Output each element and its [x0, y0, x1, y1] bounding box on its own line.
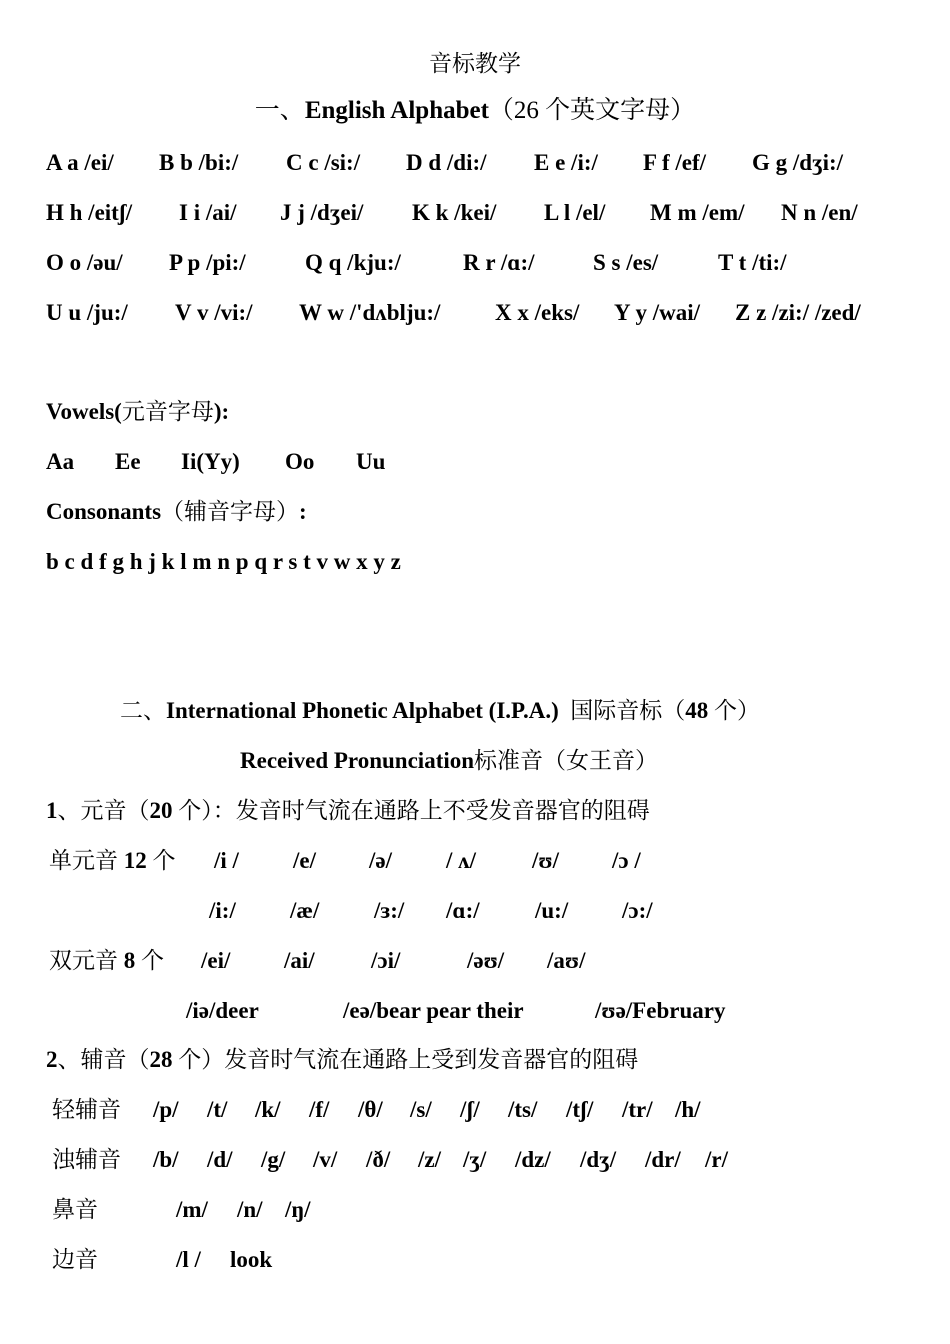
alphabet-cell: H h /eitʃ/ — [46, 200, 133, 225]
ipa-symbol: /r/ — [705, 1147, 728, 1172]
alphabet-cell: N n /en/ — [781, 200, 858, 225]
ipa-symbol: /ɔ / — [612, 848, 641, 873]
ipa-symbol: /dʒ/ — [580, 1147, 617, 1172]
consonants-label-cn: （辅音字母） — [161, 499, 300, 524]
section2-heading-cn-end: 个） — [708, 698, 760, 723]
ipa-symbol: /l / — [176, 1247, 201, 1272]
ipa-symbol: /ɔ:/ — [622, 898, 653, 923]
consonants-label-end: : — [299, 499, 307, 524]
alphabet-cell: X x /eks/ — [495, 300, 580, 325]
lateral-label: 边音 — [52, 1247, 98, 1272]
diphthong-label-text: 双元音 — [49, 948, 118, 973]
alphabet-cell: W w /'dʌblju:/ — [299, 300, 441, 325]
consonant-title-num: 2 — [46, 1047, 58, 1072]
alphabet-cell: B b /bi:/ — [159, 150, 239, 175]
alphabet-cell: O o /əu/ — [46, 250, 123, 275]
ipa-symbol: /æ/ — [290, 898, 320, 923]
ipa-symbol: /u:/ — [535, 898, 569, 923]
consonant-section-title — [46, 1046, 638, 1074]
alphabet-cell: P p /pi:/ — [169, 250, 246, 275]
vowel-title-count: 20 — [149, 798, 173, 823]
rp-en: Received Pronunciation — [240, 748, 475, 773]
consonant-title-a: 、辅音（ — [57, 1047, 150, 1072]
alphabet-cell: K k /kei/ — [412, 200, 497, 225]
monophthong-ge: 个 — [152, 848, 176, 873]
diphthong-example: /ʊə/February — [595, 998, 726, 1023]
ipa-symbol: /s/ — [410, 1097, 432, 1122]
monophthong-label — [49, 847, 176, 875]
ipa-symbol: /n/ — [237, 1197, 263, 1222]
monophthong-count: 12 — [123, 848, 147, 873]
consonant-title-count: 28 — [149, 1047, 173, 1072]
ipa-symbol: /dz/ — [515, 1147, 551, 1172]
ipa-symbol: /k/ — [255, 1097, 281, 1122]
ipa-symbol: /ɑ:/ — [446, 898, 480, 923]
ipa-symbol: /ŋ/ — [285, 1197, 311, 1222]
alphabet-cell: C c /si:/ — [286, 150, 361, 175]
alphabet-cell: J j /dʒei/ — [280, 200, 364, 225]
vowel-letter: Uu — [356, 449, 386, 474]
ipa-symbol: /tr/ — [622, 1097, 653, 1122]
alphabet-cell: U u /ju:/ — [46, 300, 128, 325]
vowel-title-num: 1 — [46, 798, 58, 823]
received-pronunciation — [240, 747, 658, 775]
ipa-symbol: /b/ — [153, 1147, 179, 1172]
section2-heading — [120, 697, 760, 725]
ipa-symbol: /ei/ — [201, 948, 231, 973]
alphabet-cell: I i /ai/ — [179, 200, 237, 225]
vowels-label-cn: 元音字母 — [121, 399, 214, 424]
alphabet-cell: E e /i:/ — [534, 150, 598, 175]
section2-heading-en: International Phonetic Alphabet (I.P.A.) — [166, 698, 559, 723]
ipa-symbol: /θ/ — [358, 1097, 383, 1122]
rp-cn: 标准音（女王音） — [474, 748, 659, 773]
alphabet-cell: V v /vi:/ — [175, 300, 253, 325]
ipa-symbol: /f/ — [309, 1097, 330, 1122]
ipa-symbol: /v/ — [313, 1147, 338, 1172]
alphabet-cell: Z z /zi:/ /zed/ — [735, 300, 861, 325]
alphabet-cell: Y y /wai/ — [614, 300, 701, 325]
alphabet-cell: G g /dʒi:/ — [752, 150, 844, 175]
ipa-symbol: /i / — [214, 848, 239, 873]
consonants-label — [46, 498, 307, 526]
ipa-symbol: /ts/ — [508, 1097, 538, 1122]
vowel-letter: Ee — [115, 449, 141, 474]
ipa-symbol: /ɜ:/ — [374, 898, 405, 923]
section1-heading-paren: （26 个英文字母） — [488, 97, 696, 124]
vowel-letter: Oo — [285, 449, 315, 474]
ipa-symbol: /ai/ — [284, 948, 315, 973]
section1-prefix: 一、 — [254, 97, 305, 124]
ipa-symbol: /ʊ/ — [532, 848, 559, 873]
ipa-symbol: /h/ — [675, 1097, 701, 1122]
section2-heading-cn: 国际音标（ — [570, 698, 686, 723]
ipa-symbol: /ʃ/ — [460, 1097, 480, 1122]
alphabet-cell: T t /ti:/ — [718, 250, 787, 275]
vowel-title-a: 、元音（ — [57, 798, 150, 823]
vowels-label-en: Vowels( — [46, 399, 122, 424]
ipa-symbol: /ð/ — [366, 1147, 391, 1172]
vowel-letter: Ii(Yy) — [181, 449, 240, 474]
diphthong-count: 8 — [123, 948, 136, 973]
monophthong-label-text: 单元音 — [49, 848, 118, 873]
ipa-symbol: /d/ — [207, 1147, 233, 1172]
ipa-symbol: /ʒ/ — [463, 1147, 487, 1172]
alphabet-cell: D d /di:/ — [406, 150, 487, 175]
ipa-symbol: /ə/ — [369, 848, 392, 873]
ipa-symbol: /z/ — [418, 1147, 441, 1172]
diphthong-example: /eə/bear pear their — [343, 998, 524, 1023]
ipa-symbol: /ɔi/ — [371, 948, 401, 973]
ipa-symbol: /p/ — [153, 1097, 179, 1122]
diphthong-example: /iə/deer — [186, 998, 259, 1023]
ipa-symbol: / ʌ/ — [446, 848, 477, 873]
diphthong-ge: 个 — [141, 948, 164, 973]
alphabet-cell: L l /el/ — [544, 200, 606, 225]
alphabet-cell: Q q /kju:/ — [305, 250, 401, 275]
ipa-symbol: /dr/ — [645, 1147, 681, 1172]
ipa-symbol: /m/ — [176, 1197, 208, 1222]
alphabet-cell: A a /ei/ — [46, 150, 114, 175]
section1-heading-en: English Alphabet — [304, 97, 489, 124]
alphabet-cell: R r /ɑ:/ — [463, 250, 535, 275]
ipa-symbol: /e/ — [293, 848, 316, 873]
ipa-symbol: /t/ — [207, 1097, 228, 1122]
section1-heading — [0, 97, 950, 125]
page-title: 音标教学 — [429, 51, 521, 76]
vowel-section-title — [46, 797, 650, 825]
consonant-title-b: 个）发音时气流在通路上受到发音器官的阻碍 — [172, 1047, 639, 1072]
alphabet-cell: M m /em/ — [650, 200, 745, 225]
consonant-letters: b c d f g h j k l m n p q r s t v w x y z — [46, 549, 401, 574]
ipa-symbol: /i:/ — [209, 898, 236, 923]
vowels-label — [46, 398, 229, 426]
nasal-label: 鼻音 — [52, 1197, 98, 1222]
alphabet-cell: F f /ef/ — [643, 150, 707, 175]
ipa-symbol: /əʊ/ — [467, 948, 505, 973]
ipa-symbol: /aʊ/ — [547, 948, 586, 973]
ipa-symbol: /g/ — [261, 1147, 286, 1172]
vowel-title-b: 个）：发音时气流在通路上不受发音器官的阻碍 — [172, 798, 650, 823]
vowel-letter: Aa — [46, 449, 75, 474]
consonants-label-en: Consonants — [46, 499, 162, 524]
ipa-symbol: /tʃ/ — [566, 1097, 594, 1122]
section2-count: 48 — [685, 698, 709, 723]
voiced-label: 浊辅音 — [52, 1147, 121, 1172]
section2-prefix: 二、 — [120, 698, 166, 723]
alphabet-cell: S s /es/ — [593, 250, 659, 275]
diphthong-label — [49, 947, 164, 975]
vowels-label-end: ): — [213, 399, 230, 424]
voiceless-label: 轻辅音 — [52, 1097, 121, 1122]
lateral-example: look — [230, 1247, 273, 1272]
